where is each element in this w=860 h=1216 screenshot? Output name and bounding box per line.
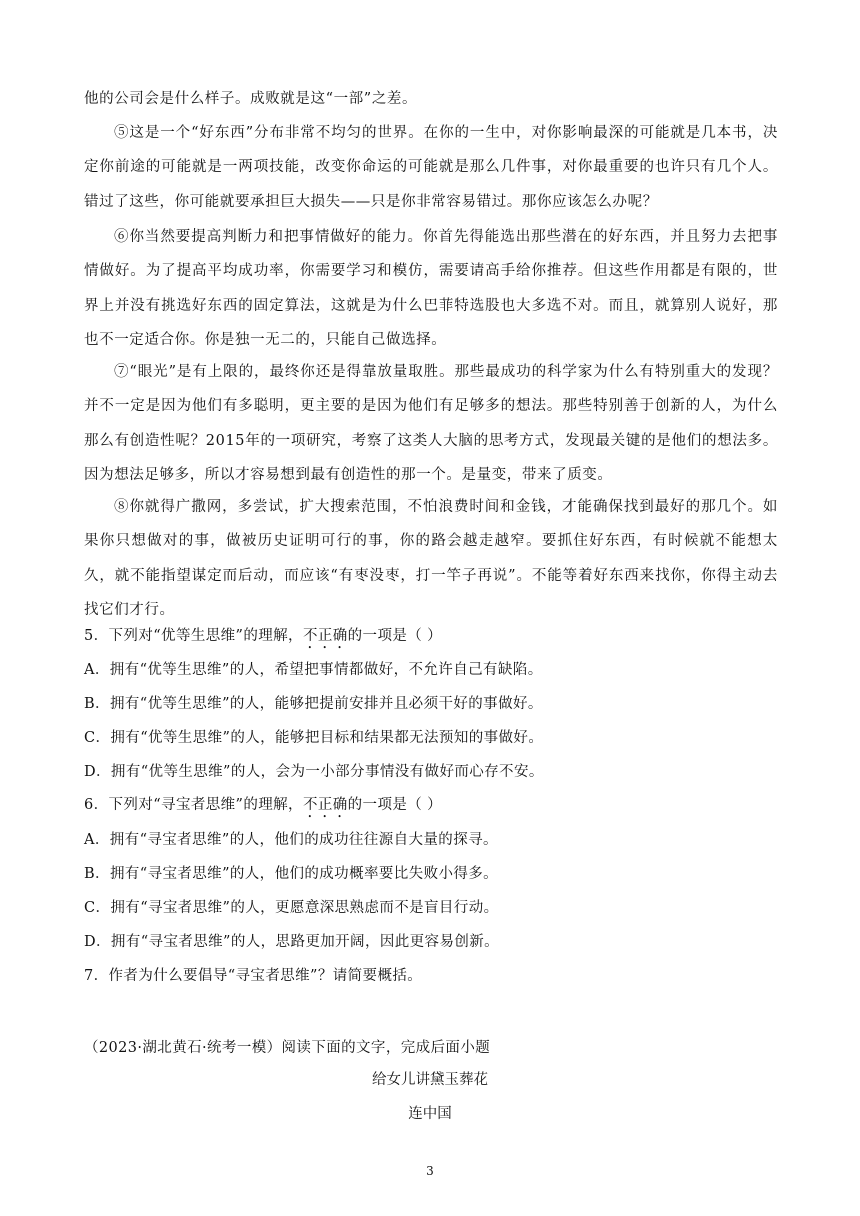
question-7: 7．作者为什么要倡导“寻宝者思维”？请简要概括。 [84,968,423,984]
question-6-stem: 6．下列对“寻宝者思维”的理解，不正确的一项是（ ） [84,797,443,813]
question-5-option-a: A．拥有“优等生思维”的人，希望把事情都做好，不允许自己有缺陷。 [84,662,543,678]
passage-paragraph-continued: 他的公司会是什么样子。成败就是这“一部”之差。 [84,91,418,107]
passage-paragraph-8: ⑧你就得广撒网，多尝试，扩大搜索范围，不怕浪费时间和金钱，才能确保找到最好的那几个。如果你只想做对的事，做被历史证明可行的事，你的路会越走越窄。要抓住好东西，有时候就不能想太久，就不能指望谋定而后动，而应该“有枣没枣，打一竿子再说”。不能等着好东西来找你，你得主动去找它们才行。 [84,499,778,619]
next-section-author: 连中国 [408,1106,452,1122]
question-6-option-d: D．拥有“寻宝者思维”的人，思路更加开阔，因此更容易创新。 [84,934,500,950]
next-section-title: 给女儿讲黛玉葬花 [372,1072,488,1088]
emphasis-not-correct: 不正确 [302,797,348,813]
question-6-option-c: C．拥有“寻宝者思维”的人，更愿意深思熟虑而不是盲目行动。 [84,900,499,916]
question-6-option-a: A．拥有“寻宝者思维”的人，他们的成功往往源自大量的探寻。 [84,832,498,848]
passage-paragraph-5: ⑤这是一个“好东西”分布非常不均匀的世界。在你的一生中，对你影响最深的可能就是几本书，决定你前途的可能就是一两项技能，改变你命运的可能就是那么几件事，对你最重要的也许只有几个人。错过了这些，你可能就要承担巨大损失——只是你非常容易错过。那你应该怎么办呢？ [84,125,778,210]
question-5-option-b: B．拥有“优等生思维”的人，能够把提前安排并且必须干好的事做好。 [84,696,543,712]
next-section-intro: （2023·湖北黄石·统考一模）阅读下面的文字，完成后面小题 [84,1040,491,1056]
passage-paragraph-6: ⑥你当然要提高判断力和把事情做好的能力。你首先得能选出那些潜在的好东西，并且努力去把事情做好。为了提高平均成功率，你需要学习和模仿，需要请高手给你推荐。但这些作用都是有限的，世界上并没有挑选好东西的固定算法，这就是为什么巴菲特选股也大多选不对。而且，就算别人说好，那也不一定适合你。你是独一无二的，只能自己做选择。 [84,229,778,349]
question-5-option-d: D．拥有“优等生思维”的人，会为一小部分事情没有做好而心存不安。 [84,764,544,780]
question-5-stem: 5．下列对“优等生思维”的理解，不正确的一项是（ ） [84,628,443,644]
question-5-option-c: C．拥有“优等生思维”的人，能够把目标和结果都无法预知的事做好。 [84,730,544,746]
page-number: 3 [426,1164,434,1178]
passage-paragraph-7: ⑦“眼光”是有上限的，最终你还是得靠放量取胜。那些最成功的科学家为什么有特别重大的发现？并不一定是因为他们有多聪明，更主要的是因为他们有足够多的想法。那些特别善于创新的人，为什么那么有创造性呢？2015年的一项研究，考察了这类人大脑的思考方式，发现最关键的是他们的想法多。因为想法足够多，所以才容易想到最有创造性的那一个。是量变，带来了质变。 [84,364,778,484]
question-6-option-b: B．拥有“寻宝者思维”的人，他们的成功概率要比失败小得多。 [84,866,499,882]
emphasis-not-correct: 不正确 [302,628,348,644]
